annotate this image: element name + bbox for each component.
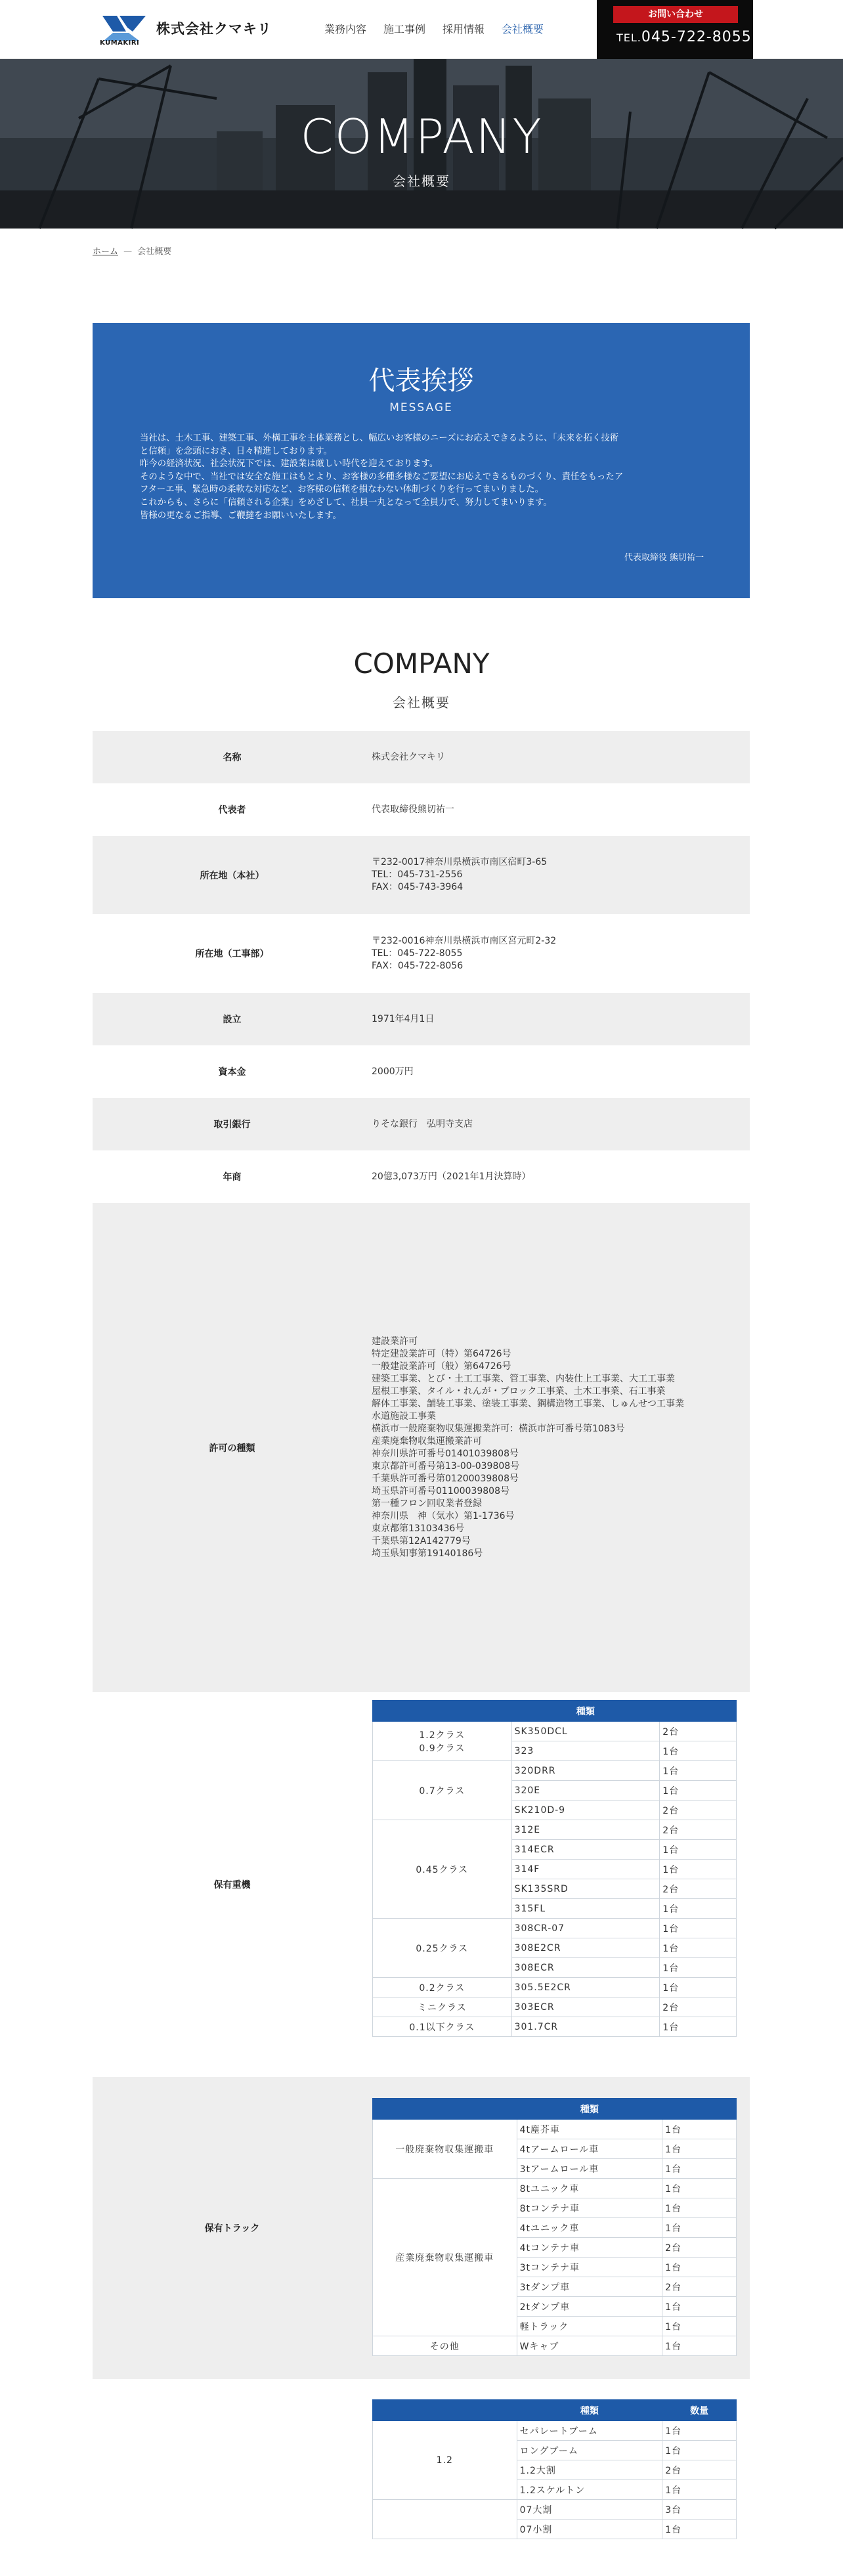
license-item: 東京都第13103436号 — [372, 1523, 465, 1534]
count-cell: 1台 — [660, 1781, 737, 1801]
ceo-message-box — [93, 323, 750, 598]
license-item: 神奈川県 神（気水）第1‐1736号 — [372, 1510, 515, 1521]
profile-label: 所在地（本社） — [200, 870, 265, 881]
license-item: 一般建設業許可（般）第64726号 — [372, 1361, 511, 1372]
profile-label: 保有トラック — [204, 2223, 260, 2234]
profile-label: 資本金 — [218, 1067, 246, 1078]
table-row — [373, 1919, 737, 1938]
table-header-cell: 種類 — [517, 2099, 662, 2120]
nav-item-works[interactable]: 施工事例 — [383, 23, 426, 35]
message-line: そのような中で、当社では安全な施工はもとより、お客様の多種多様なご要望にお応えできるものづくり、責任をもったア — [140, 471, 624, 482]
profile-value: 1971年4月1日 — [372, 1013, 435, 1024]
model-cell: 308E2CR — [511, 1938, 660, 1958]
count-cell: 2台 — [660, 1997, 737, 2017]
trucks-table — [372, 2098, 737, 2356]
count-cell: 2台 — [660, 1801, 737, 1820]
message-body — [140, 432, 704, 522]
class-cell: その他 — [373, 2336, 517, 2356]
profile-row-representative — [93, 783, 750, 836]
model-cell: 1.2スケルトン — [517, 2480, 662, 2500]
model-cell: 305.5E2CR — [511, 1978, 660, 1997]
profile-value: 代表取締役熊切祐一 — [372, 804, 454, 815]
profile-row-attachments — [93, 2379, 750, 2576]
count-cell: 1台 — [660, 1938, 737, 1958]
license-item: 第一種フロン回収業者登録 — [372, 1498, 482, 1509]
message-line: これからも、さらに「信頼される企業」をめざして、社員一丸となって全員力で、努力してまいります。 — [140, 497, 552, 508]
count-cell: 1台 — [662, 2317, 737, 2336]
message-line: 皆様の更なるご指導、ご鞭撻をお願いいたします。 — [140, 510, 341, 521]
model-cell: 3tアームロール車 — [517, 2159, 662, 2179]
count-cell: 1台 — [662, 2198, 737, 2218]
table-header-cell: 種類 — [517, 2400, 662, 2421]
table-row — [373, 2120, 737, 2139]
model-cell: 312E — [511, 1820, 660, 1840]
license-item: 水道施設工事業 — [372, 1410, 436, 1422]
logo-sub-text: KUMAKIRI — [100, 39, 140, 47]
class-cell: 1.2クラス 0.9クラス — [373, 1722, 512, 1761]
model-cell: SK210D-9 — [511, 1801, 660, 1820]
count-cell: 2台 — [660, 1722, 737, 1741]
model-cell: 301.7CR — [511, 2017, 660, 2037]
message-line: と信頼」を念頭におき、日々精進しております。 — [140, 446, 332, 456]
nav-item-services[interactable]: 業務内容 — [324, 23, 367, 35]
profile-value: FAX：045‐722‐8056 — [372, 960, 464, 971]
model-cell: セパレートブーム — [517, 2421, 662, 2441]
class-cell: 産業廃棄物収集運搬車 — [373, 2179, 517, 2336]
table-row — [373, 2336, 737, 2356]
profile-row-bank — [93, 1098, 750, 1150]
license-item: 特定建設業許可（特）第64726号 — [372, 1348, 511, 1359]
site-header — [0, 0, 843, 59]
count-cell: 1台 — [660, 1899, 737, 1919]
table-row — [373, 1820, 737, 1840]
license-list — [372, 1336, 750, 1560]
profile-value: 2000万円 — [372, 1066, 414, 1077]
model-cell: 314ECR — [511, 1840, 660, 1860]
profile-row-licenses — [93, 1203, 750, 1692]
table-row — [373, 1978, 737, 1997]
contact-box — [597, 0, 753, 59]
class-cell: 0.7クラス — [373, 1761, 512, 1820]
tel-prefix: TEL. — [616, 32, 641, 44]
table-row — [373, 1722, 737, 1741]
model-cell: 07小割 — [517, 2520, 662, 2539]
profile-value: FAX：045‐743‐3964 — [372, 882, 464, 892]
table-header-cell: 数量 — [662, 2400, 737, 2421]
count-cell: 1台 — [662, 2258, 737, 2277]
count-cell: 1台 — [660, 1958, 737, 1978]
attachments-table-wrap — [372, 2399, 737, 2539]
table-header-cell — [373, 2400, 517, 2421]
machines-table — [372, 1700, 737, 2037]
model-cell: ロングブーム — [517, 2441, 662, 2460]
license-item: 屋根工事業、タイル・れんが・ブロック工事業、土木工事業、石工事業 — [372, 1386, 666, 1397]
count-cell: 1台 — [662, 2120, 737, 2139]
count-cell: 1台 — [662, 2139, 737, 2159]
profile-value: 〒232‐0017神奈川県横浜市南区宿町3‐65 — [372, 857, 548, 867]
count-cell: 1台 — [662, 2179, 737, 2198]
phone-number[interactable] — [616, 29, 752, 45]
table-header-cell — [373, 2099, 517, 2120]
model-cell: 4tユニック車 — [517, 2218, 662, 2238]
model-cell: 4t塵芥車 — [517, 2120, 662, 2139]
profile-label: 取引銀行 — [213, 1120, 251, 1130]
profile-value: 20億3,073万円（2021年1月決算時） — [372, 1171, 531, 1182]
profile-row-construction-dept — [93, 914, 750, 993]
breadcrumb — [93, 244, 171, 257]
table-row — [373, 1761, 737, 1781]
count-cell: 1台 — [662, 2421, 737, 2441]
class-cell — [373, 2500, 517, 2539]
table-row — [373, 2421, 737, 2441]
model-cell: 303ECR — [511, 1997, 660, 2017]
count-cell: 2台 — [662, 2238, 737, 2258]
table-row — [373, 2179, 737, 2198]
count-cell: 1台 — [662, 2218, 737, 2238]
global-nav — [324, 21, 544, 36]
profile-value: りそな銀行 弘明寺支店 — [372, 1118, 473, 1129]
logo-text: 株式会社クマキリ — [156, 21, 272, 37]
profile-row-trucks — [93, 2077, 750, 2379]
hero-banner — [0, 59, 843, 229]
kumakiri-logo-mark — [100, 12, 150, 47]
class-cell: 0.25クラス — [373, 1919, 512, 1978]
model-cell: 07大割 — [517, 2500, 662, 2520]
company-section-subtitle: 会社概要 — [393, 695, 450, 710]
count-cell: 1台 — [662, 2520, 737, 2539]
table-header-cell — [373, 1701, 512, 1722]
table-row — [373, 2017, 737, 2037]
model-cell: 3tダンプ車 — [517, 2277, 662, 2297]
profile-value: TEL：045‐722‐8055 — [372, 948, 463, 959]
count-cell: 2台 — [660, 1820, 737, 1840]
class-cell: 0.2クラス — [373, 1978, 512, 1997]
breadcrumb-current: 会社概要 — [137, 247, 172, 257]
breadcrumb-separator: — — [123, 247, 133, 257]
model-cell: 1.2大割 — [517, 2460, 662, 2480]
license-item: 千葉県第12A142779号 — [372, 1535, 471, 1546]
license-item: 千葉県許可番号第01200039808号 — [372, 1473, 519, 1484]
tel-number: 045-722-8055 — [641, 29, 752, 45]
count-cell: 3台 — [662, 2500, 737, 2520]
license-item: 横浜市一般廃棄物収集運搬業許可：横浜市許可番号第1083号 — [372, 1423, 625, 1434]
class-cell: 1.2 — [373, 2421, 517, 2500]
model-cell: 308CR-07 — [511, 1919, 660, 1938]
message-title: 代表挨拶 — [368, 366, 474, 396]
profile-label: 年商 — [223, 1172, 242, 1183]
model-cell: 323 — [511, 1741, 660, 1761]
attachments-table — [372, 2399, 737, 2539]
model-cell: 3tコンテナ車 — [517, 2258, 662, 2277]
model-cell: SK135SRD — [511, 1879, 660, 1899]
count-cell: 2台 — [662, 2277, 737, 2297]
count-cell: 1台 — [660, 1978, 737, 1997]
license-item: 神奈川県許可番号01401039808号 — [372, 1448, 519, 1459]
license-item: 産業廃棄物収集運搬業許可 — [372, 1435, 482, 1447]
message-line: 昨今の経済状況、社会状況下では、建設業は厳しい時代を迎えております。 — [140, 459, 439, 469]
license-item: 東京都許可番号第13‐00‐039808号 — [372, 1460, 520, 1472]
count-cell: 2台 — [662, 2460, 737, 2480]
company-logo[interactable] — [100, 12, 272, 47]
model-cell: 320E — [511, 1781, 660, 1801]
profile-label: 許可の種類 — [209, 1443, 255, 1454]
model-cell: 320DRR — [511, 1761, 660, 1781]
count-cell: 1台 — [662, 2480, 737, 2500]
count-cell: 1台 — [662, 2159, 737, 2179]
profile-row-capital — [93, 1045, 750, 1098]
table-header-cell — [662, 2099, 737, 2120]
model-cell: 314F — [511, 1860, 660, 1879]
model-cell: 4tアームロール車 — [517, 2139, 662, 2159]
license-item: 埼玉県知事第19140186号 — [372, 1548, 483, 1559]
profile-value: 〒232‐0016神奈川県横浜市南区宮元町2‐32 — [372, 935, 557, 946]
license-item: 建築工事業、とび・土工工事業、管工事業、内装仕上工事業、大工工事業 — [372, 1373, 675, 1384]
count-cell: 1台 — [662, 2336, 737, 2356]
profile-row-name — [93, 731, 750, 783]
count-cell: 1台 — [660, 2017, 737, 2037]
message-signature: 代表取締役 熊切祐一 — [624, 553, 704, 563]
company-section-title: COMPANY — [353, 647, 490, 680]
table-header-cell — [660, 1701, 737, 1722]
license-item: 解体工事業、舗装工事業、塗装工事業、鋼構造物工事業、しゅんせつ工事業 — [372, 1398, 684, 1409]
profile-row-sales — [93, 1150, 750, 1203]
profile-label: 代表者 — [218, 805, 246, 816]
profile-row-established — [93, 993, 750, 1045]
trucks-table-wrap — [372, 2098, 737, 2356]
profile-label: 名称 — [223, 753, 242, 763]
class-cell: 0.45クラス — [373, 1820, 512, 1919]
model-cell: 8tユニック車 — [517, 2179, 662, 2198]
profile-value: 株式会社クマキリ — [372, 751, 445, 762]
model-cell: Wキャブ — [517, 2336, 662, 2356]
profile-value: TEL：045‐731‐2556 — [372, 869, 463, 880]
count-cell: 2台 — [660, 1879, 737, 1899]
class-cell: ミニクラス — [373, 1997, 512, 2017]
message-subtitle: MESSAGE — [389, 401, 453, 414]
message-line: フターエ事、緊急時の柔軟な対応など、お客様の信頼を損なわない体制づくりを行ってまいりました。 — [140, 485, 544, 495]
profile-label: 設立 — [223, 1015, 242, 1025]
class-cell: 0.1以下クラス — [373, 2017, 512, 2037]
count-cell: 1台 — [660, 1860, 737, 1879]
company-profile-table — [93, 731, 750, 2576]
machines-table-wrap — [372, 1700, 737, 2037]
license-item: 埼玉県許可番号01100039808号 — [372, 1485, 509, 1496]
contact-button[interactable]: お問い合わせ — [613, 6, 738, 23]
model-cell: 4tコンテナ車 — [517, 2238, 662, 2258]
hero-subtitle: 会社概要 — [393, 173, 450, 189]
profile-label: 所在地（工事部） — [195, 949, 269, 959]
hero-title: COMPANY — [300, 109, 543, 164]
profile-label: 保有重機 — [213, 1880, 251, 1890]
message-line: 当社は、土木工事、建築工事、外構工事を主体業務とし、幅広いお客様のニーズにお応えできるように、「未来を拓く技術 — [140, 433, 619, 443]
table-row — [373, 1997, 737, 2017]
count-cell: 1台 — [660, 1919, 737, 1938]
count-cell: 1台 — [660, 1761, 737, 1781]
class-cell: 一般廃棄物収集運搬車 — [373, 2120, 517, 2179]
model-cell: 2tダンプ車 — [517, 2297, 662, 2317]
model-cell: 308ECR — [511, 1958, 660, 1978]
profile-row-machines — [93, 1692, 750, 2077]
count-cell: 1台 — [660, 1741, 737, 1761]
count-cell: 1台 — [662, 2297, 737, 2317]
model-cell: 軽トラック — [517, 2317, 662, 2336]
count-cell: 1台 — [662, 2441, 737, 2460]
nav-item-recruit[interactable]: 採用情報 — [443, 23, 485, 35]
profile-row-headoffice — [93, 836, 750, 914]
model-cell: 8tコンテナ車 — [517, 2198, 662, 2218]
model-cell: 315FL — [511, 1899, 660, 1919]
table-row — [373, 2500, 737, 2520]
license-item: 建設業許可 — [372, 1336, 418, 1347]
count-cell: 1台 — [660, 1840, 737, 1860]
table-header-cell: 種類 — [511, 1701, 660, 1722]
nav-item-company[interactable]: 会社概要 — [502, 23, 544, 35]
model-cell: SK350DCL — [511, 1722, 660, 1741]
breadcrumb-home-link[interactable]: ホーム — [93, 247, 119, 257]
